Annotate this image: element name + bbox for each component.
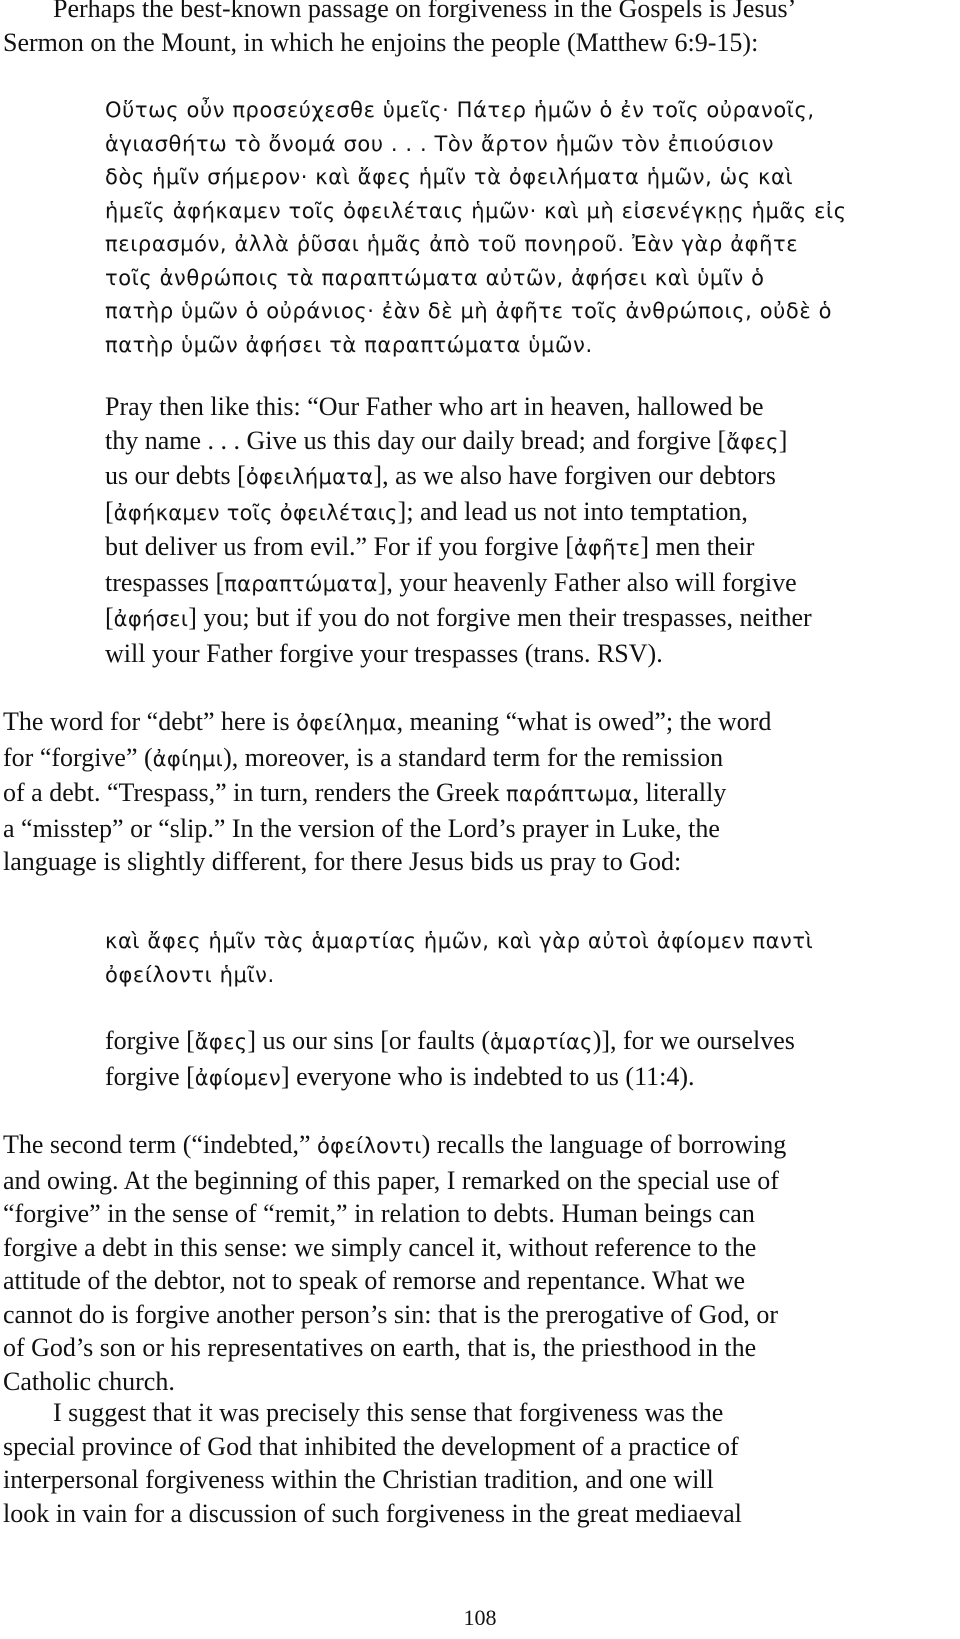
greek-term: ὀφείλοντι	[317, 1134, 422, 1158]
greek-line: ἡμεῖς ἀφήκαμεν τοῖς ὀφειλέταις ἡμῶν· καὶ μὴ εἰσενέγκῃς ἡμᾶς εἰς	[105, 198, 847, 223]
greek-line: τοῖς ἀνθρώποις τὰ παραπτώματα αὐτῶν, ἀφήσει καὶ ὑμῖν ὁ	[105, 265, 765, 290]
quote-line: [ἀφήκαμεν τοῖς ὀφειλέταις]; and lead us not into temptation,	[105, 496, 748, 526]
quote-line: thy name . . . Give us this day our daily bread; and forgive [ἄφες]	[105, 425, 788, 455]
greek-line: πατὴρ ὑμῶν ὁ οὐράνιος· ἐὰν δὲ μὴ ἀφῆτε τοῖς ἀνθρώποις, οὐδὲ ὁ	[105, 299, 833, 323]
body-line: of God’s son or his representatives on earth, that is, the priesthood in the	[3, 1333, 757, 1362]
body-line: a “misstep” or “slip.” In the version of the Lord’s prayer in Luke, the	[3, 813, 720, 843]
quote-line: forgive [ἄφες] us our sins [or faults (ἁμαρτίας)], for we ourselves	[105, 1026, 795, 1055]
greek-term: παραπτώματα	[224, 571, 378, 596]
intro-line: Perhaps the best-known passage on forgiveness in the Gospels is Jesus’	[53, 0, 797, 23]
body-line: cannot do is forgive another person’s sin: that is the prerogative of God, or	[3, 1299, 779, 1329]
quote-line: Pray then like this: “Our Father who art in heaven, hallowed be	[105, 392, 764, 421]
greek-term: ἄφες	[726, 429, 779, 454]
debt-paragraph	[0, 705, 933, 879]
matthew-greek-quote	[0, 94, 847, 362]
greek-term: ἀφήκαμεν τοῖς ὀφειλέταις	[113, 500, 398, 525]
intro-line: Sermon on the Mount, in which he enjoins the people (Matthew 6:9-15):	[3, 27, 759, 57]
quote-line: will your Father forgive your trespasses (trans. RSV).	[105, 638, 663, 668]
greek-term: ἀφίομεν	[194, 1065, 281, 1090]
quote-line: forgive [ἀφίομεν] everyone who is indebted to us (11:4).	[105, 1061, 695, 1091]
greek-term: ἀφῆτε	[573, 536, 641, 560]
greek-line: πατὴρ ὑμῶν ἀφήσει τὰ παραπτώματα ὑμῶν.	[105, 332, 593, 357]
greek-term: ἀφίημι	[152, 746, 224, 771]
body-line: I suggest that it was precisely this sense that forgiveness was the	[53, 1398, 724, 1427]
greek-line: καὶ ἄφες ἡμῖν τὰς ἁμαρτίας ἡμῶν, καὶ γὰρ αὐτοὶ ἀφίομεν παντὶ	[105, 929, 814, 953]
body-line: special province of God that inhibited the development of a practice of	[3, 1431, 739, 1461]
greek-line: δὸς ἡμῖν σήμερον· καὶ ἄφες ἡμῖν τὰ ὀφειλήματα ἡμῶν, ὡς καὶ	[105, 165, 794, 189]
quote-line: trespasses [παραπτώματα], your heavenly Father also will forgive	[105, 567, 797, 597]
greek-line: ἁγιασθήτω τὸ ὄνομά σου . . . Τὸν ἄρτον ἡμῶν τὸν ἐπιούσιον	[105, 131, 775, 156]
body-line: forgive a debt in this sense: we simply cancel it, without reference to the	[3, 1232, 757, 1262]
body-line: for “forgive” (ἀφίημι), moreover, is a standard term for the remission	[3, 742, 724, 772]
greek-term: ἄφες	[194, 1030, 248, 1054]
body-line: of a debt. “Trespass,” in turn, renders the Greek παράπτωμα, literally	[3, 778, 727, 807]
page-number: 108	[463, 1605, 497, 1630]
body-line: The word for “debt” here is ὀφείλημα, meaning “what is owed”; the word	[3, 707, 772, 736]
quote-line: [ἀφήσει] you; but if you do not forgive men their trespasses, neither	[105, 603, 812, 632]
quote-line: us our debts [ὀφειλήματα], as we also have forgiven our debtors	[105, 461, 776, 490]
body-line: interpersonal forgiveness within the Christian tradition, and one will	[3, 1465, 714, 1494]
greek-line: Οὕτως οὖν προσεύχεσθε ὑμεῖς· Πάτερ ἡμῶν ὁ ἐν τοῖς οὐρανοῖς,	[105, 98, 815, 122]
luke-english-quote	[0, 1024, 795, 1095]
greek-term: ὀφειλήματα	[245, 465, 374, 489]
body-line: The second term (“indebted,” ὀφείλοντι) recalls the language of borrowing	[3, 1130, 787, 1159]
second-term-paragraph	[0, 1128, 933, 1398]
body-line: “forgive” in the sense of “remit,” in relation to debts. Human beings can	[3, 1199, 755, 1228]
body-line: look in vain for a discussion of such forgiveness in the great mediaeval	[3, 1498, 742, 1528]
greek-term: ἀφήσει	[113, 607, 189, 631]
suggestion-paragraph	[0, 1396, 933, 1530]
greek-line: ὀφείλοντι ἡμῖν.	[105, 962, 275, 987]
body-line: attitude of the debtor, not to speak of remorse and repentance. What we	[3, 1266, 746, 1295]
matthew-english-quote	[0, 390, 812, 670]
greek-term: ὀφείλημα	[296, 711, 397, 735]
greek-term: ἁμαρτίας	[490, 1030, 593, 1054]
greek-line: πειρασμόν, ἀλλὰ ῥῦσαι ἡμᾶς ἀπὸ τοῦ πονηροῦ. Ἐὰν γὰρ ἀφῆτε	[105, 232, 799, 256]
body-line: language is slightly different, for there Jesus bids us pray to God:	[3, 847, 682, 876]
quote-line: but deliver us from evil.” For if you forgive [ἀφῆτε] men their	[105, 532, 755, 561]
intro-paragraph	[0, 0, 933, 59]
body-line: and owing. At the beginning of this paper, I remarked on the special use of	[3, 1165, 779, 1195]
greek-term: παράπτωμα	[506, 782, 633, 806]
body-line: Catholic church.	[3, 1366, 175, 1396]
luke-greek-quote	[0, 925, 813, 992]
